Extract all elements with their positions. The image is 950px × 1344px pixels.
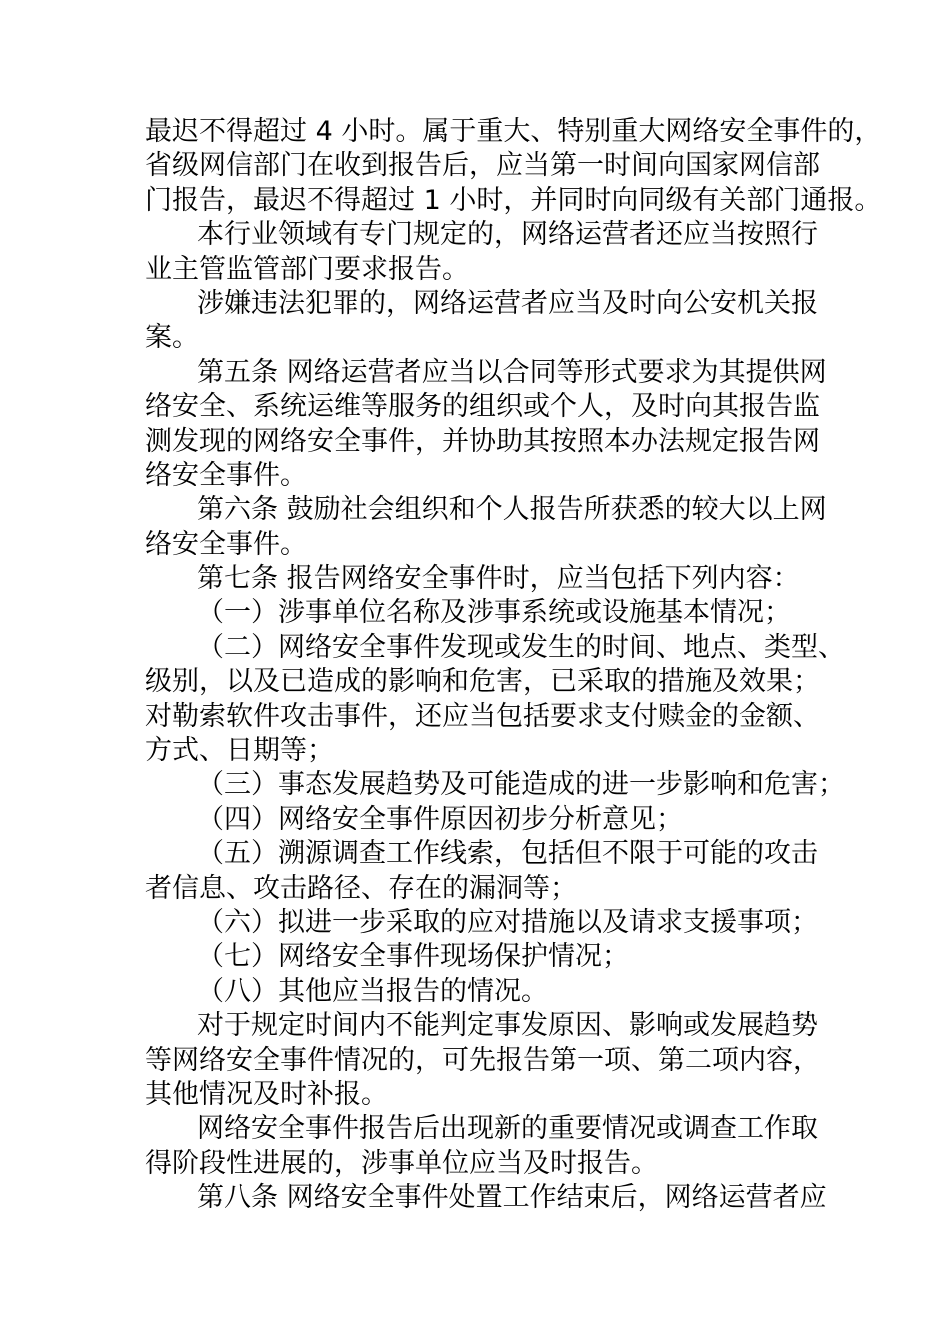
text-line: 络安全事件。	[145, 459, 307, 491]
text-line: 者信息、攻击路径、存在的漏洞等；	[145, 872, 577, 904]
text-line: 其他情况及时补报。	[145, 1078, 388, 1110]
text-line: 最迟不得超过 4 小时。属于重大、特别重大网络安全事件的，	[145, 116, 882, 147]
text-line: 等网络安全事件情况的，可先报告第一项、第二项内容，	[145, 1044, 820, 1076]
text-line: 得阶段性进展的，涉事单位应当及时报告。	[145, 1147, 658, 1179]
text-line: 案。	[145, 322, 199, 354]
text-line: 省级网信部门在收到报告后，应当第一时间向国家网信部	[145, 150, 820, 182]
text-line: 测发现的网络安全事件，并协助其按照本办法规定报告网	[145, 425, 820, 457]
text-line: （一）涉事单位名称及涉事系统或设施基本情况；	[197, 597, 791, 629]
text-line: 对勒索软件攻击事件，还应当包括要求支付赎金的金额、	[145, 700, 820, 732]
text-line: 对于规定时间内不能判定事发原因、影响或发展趋势	[197, 1010, 818, 1042]
text-line: 络安全、系统运维等服务的组织或个人，及时向其报告监	[145, 391, 820, 423]
body-text	[145, 115, 882, 1216]
text-line: 络安全事件。	[145, 528, 307, 560]
text-line: （八）其他应当报告的情况。	[197, 975, 548, 1007]
text-line: 第六条 鼓励社会组织和个人报告所获悉的较大以上网	[197, 494, 827, 526]
text-line: 第八条 网络安全事件处置工作结束后，网络运营者应	[197, 1182, 827, 1214]
text-line: （四）网络安全事件原因初步分析意见；	[197, 803, 683, 835]
text-line: （六）拟进一步采取的应对措施以及请求支援事项；	[197, 906, 818, 938]
text-line: 第七条 报告网络安全事件时，应当包括下列内容：	[197, 563, 800, 595]
text-line: （七）网络安全事件现场保护情况；	[197, 941, 629, 973]
text-line: 涉嫌违法犯罪的，网络运营者应当及时向公安机关报	[197, 287, 818, 319]
text-line: （五）溯源调查工作线索，包括但不限于可能的攻击	[197, 838, 818, 870]
text-line: 级别，以及已造成的影响和危害，已采取的措施及效果；	[145, 666, 820, 698]
text-line: 第五条 网络运营者应当以合同等形式要求为其提供网	[197, 356, 827, 388]
text-line: 业主管监管部门要求报告。	[145, 253, 469, 285]
text-line: （二）网络安全事件发现或发生的时间、地点、类型、	[197, 631, 845, 663]
text-line: 门报告，最迟不得超过 1 小时，并同时向同级有关部门通报。	[145, 184, 882, 216]
text-line: （三）事态发展趋势及可能造成的进一步影响和危害；	[197, 769, 845, 801]
text-line: 方式、日期等；	[145, 735, 334, 767]
text-line: 本行业领域有专门规定的，网络运营者还应当按照行	[197, 219, 818, 251]
text-line: 网络安全事件报告后出现新的重要情况或调查工作取	[197, 1113, 818, 1145]
